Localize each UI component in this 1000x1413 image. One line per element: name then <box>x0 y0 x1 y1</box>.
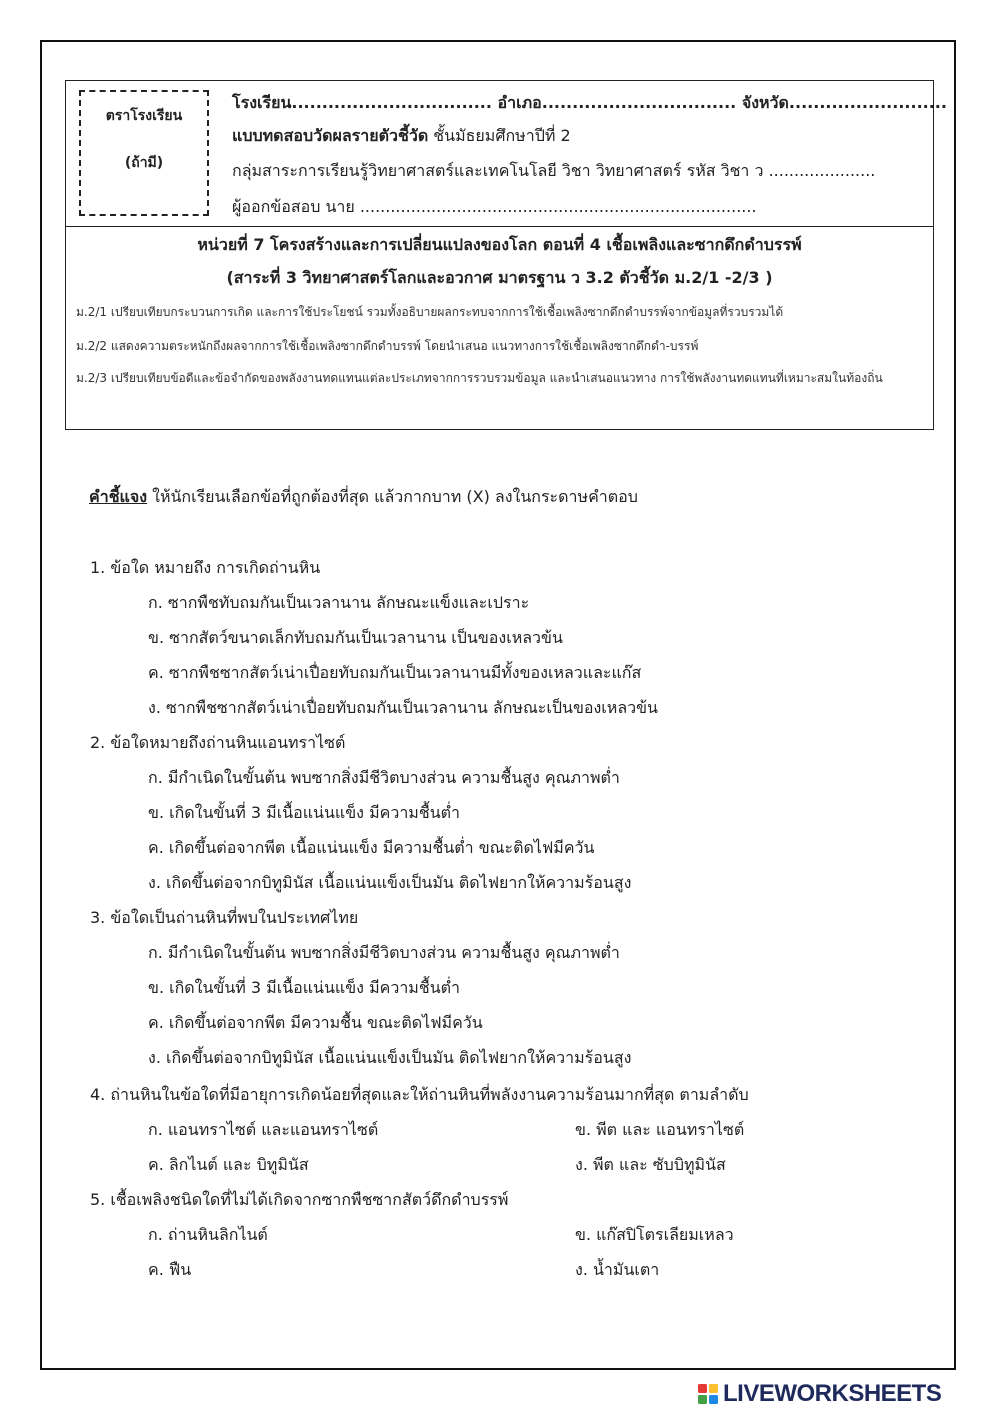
q4-option-a[interactable]: ก. แอนทราไซต์ และแอนทราไซต์ <box>148 1120 379 1139</box>
indicator-1: ม.2/1 เปรียบเทียบกระบวนการเกิด และการใช้ประโยชน์ รวมทั้งอธิบายผลกระทบจากการใช้เชื้อเพลิงซากดึกดำบรรพ์จากข้อมูลที่รวบรวมได้ <box>76 305 784 319</box>
question-3: 3. ข้อใดเป็นถ่านหินที่พบในประเทศไทย <box>90 908 359 927</box>
q3-option-c[interactable]: ค. เกิดขึ้นต่อจากพีต มีความชื้น ขณะติดไฟมีควัน <box>148 1013 483 1032</box>
school-seal-placeholder <box>79 90 209 216</box>
header-divider <box>66 226 933 227</box>
test-title-line <box>232 124 571 149</box>
standard-line: (สาระที่ 3 วิทยาศาสตร์โลกและอวกาศ มาตรฐาน ว 3.2 ตัวชี้วัด ม.2/1 -2/3 ) <box>226 268 773 287</box>
instructions <box>89 485 638 510</box>
instructions-lead: คำชี้แจง <box>89 487 148 506</box>
question-1: 1. ข้อใด หมายถึง การเกิดถ่านหิน <box>90 558 321 577</box>
q1-option-a[interactable]: ก. ซากพืชทับถมกันเป็นเวลานาน ลักษณะแข็งและเปราะ <box>148 593 530 612</box>
examiner-line: ผู้ออกข้อสอบ นาย .............................................................................. <box>232 197 757 216</box>
q1-option-b[interactable]: ข. ซากสัตว์ขนาดเล็กทับถมกันเป็นเวลานาน เป็นของเหลวข้น <box>148 628 563 647</box>
q2-option-b[interactable]: ข. เกิดในขั้นที่ 3 มีเนื้อแน่นแข็ง มีความชื้นต่ำ <box>148 803 461 822</box>
seal-note: (ถ้ามี) <box>124 155 164 171</box>
instructions-text: ให้นักเรียนเลือกข้อที่ถูกต้องที่สุด แล้วกากบาท (X) ลงในกระดาษคำตอบ <box>147 487 638 506</box>
school-line: โรงเรียน................................. อำเภอ................................ จังหวัด.......................... <box>232 93 947 112</box>
test-title: แบบทดสอบวัดผลรายตัวชี้วัด <box>232 126 429 145</box>
q2-option-d[interactable]: ง. เกิดขึ้นต่อจากบิทูมินัส เนื้อแน่นแข็งเป็นมัน ติดไฟยากให้ความร้อนสูง <box>148 873 632 892</box>
q5-option-c[interactable]: ค. ฟืน <box>148 1260 192 1279</box>
unit-title: หน่วยที่ 7 โครงสร้างและการเปลี่ยนแปลงของโลก ตอนที่ 4 เชื้อเพลิงและซากดึกดำบรรพ์ <box>197 235 802 254</box>
indicator-2: ม.2/2 แสดงความตระหนักถึงผลจากการใช้เชื้อเพลิงซากดึกดำบรรพ์ โดยนำเสนอ แนวทางการใช้เชื้อเพลิงซากดึกดำ-บรรพ์ <box>76 339 699 353</box>
grade-level: ชั้นมัธยมศึกษาปีที่ 2 <box>428 126 571 145</box>
indicator-3: ม.2/3 เปรียบเทียบข้อดีและข้อจำกัดของพลังงานทดแทนแต่ละประเภทจากการรวบรวมข้อมูล และนำเสนอแนวทาง การใช้พลังงานทดแทนที่เหมาะสมในท้องถิ่น <box>76 371 883 385</box>
header-box <box>65 80 947 430</box>
subject-line: กลุ่มสาระการเรียนรู้วิทยาศาสตร์และเทคโนโลยี วิชา วิทยาศาสตร์ รหัส วิชา ว ..................... <box>232 161 876 180</box>
q5-option-d[interactable]: ง. น้ำมันเตา <box>575 1260 660 1279</box>
q3-option-a[interactable]: ก. มีกำเนิดในขั้นต้น พบซากสิ่งมีชีวิตบางส่วน ความชื้นสูง คุณภาพต่ำ <box>148 943 620 962</box>
q3-option-d[interactable]: ง. เกิดขึ้นต่อจากบิทูมินัส เนื้อแน่นแข็งเป็นมัน ติดไฟยากให้ความร้อนสูง <box>148 1048 632 1067</box>
q1-option-c[interactable]: ค. ซากพืชซากสัตว์เน่าเปื่อยทับถมกันเป็นเวลานานมีทั้งของเหลวและแก๊ส <box>148 663 642 682</box>
q2-option-c[interactable]: ค. เกิดขึ้นต่อจากพีต เนื้อแน่นแข็ง มีความชื้นต่ำ ขณะติดไฟมีควัน <box>148 838 595 857</box>
question-4: 4. ถ่านหินในข้อใดที่มีอายุการเกิดน้อยที่สุดและให้ถ่านหินที่พลังงานความร้อนมากที่สุด ตามลำดับ <box>90 1085 749 1104</box>
question-2: 2. ข้อใดหมายถึงถ่านหินแอนทราไซต์ <box>90 733 346 752</box>
question-5: 5. เชื้อเพลิงชนิดใดที่ไม่ได้เกิดจากซากพืชซากสัตว์ดึกดำบรรพ์ <box>90 1190 509 1209</box>
q4-option-c[interactable]: ค. ลิกไนต์ และ บิทูมินัส <box>148 1155 309 1174</box>
q1-option-d[interactable]: ง. ซากพืชซากสัตว์เน่าเปื่อยทับถมกันเป็นเวลานาน ลักษณะเป็นของเหลวข้น <box>148 698 658 717</box>
brand-name: LIVEWORKSHEETS <box>723 1380 942 1407</box>
liveworksheets-brand <box>697 1380 941 1408</box>
q5-option-b[interactable]: ข. แก๊สปิโตรเลียมเหลว <box>575 1225 734 1244</box>
seal-label: ตราโรงเรียน <box>105 108 183 124</box>
liveworksheets-logo-icon <box>697 1383 719 1405</box>
q4-option-b[interactable]: ข. พีต และ แอนทราไซต์ <box>575 1120 745 1139</box>
q5-option-a[interactable]: ก. ถ่านหินลิกไนต์ <box>148 1225 268 1244</box>
q3-option-b[interactable]: ข. เกิดในขั้นที่ 3 มีเนื้อแน่นแข็ง มีความชื้นต่ำ <box>148 978 461 997</box>
q4-option-d[interactable]: ง. พีต และ ซับบิทูมินัส <box>575 1155 726 1174</box>
q2-option-a[interactable]: ก. มีกำเนิดในขั้นต้น พบซากสิ่งมีชีวิตบางส่วน ความชื้นสูง คุณภาพต่ำ <box>148 768 620 787</box>
